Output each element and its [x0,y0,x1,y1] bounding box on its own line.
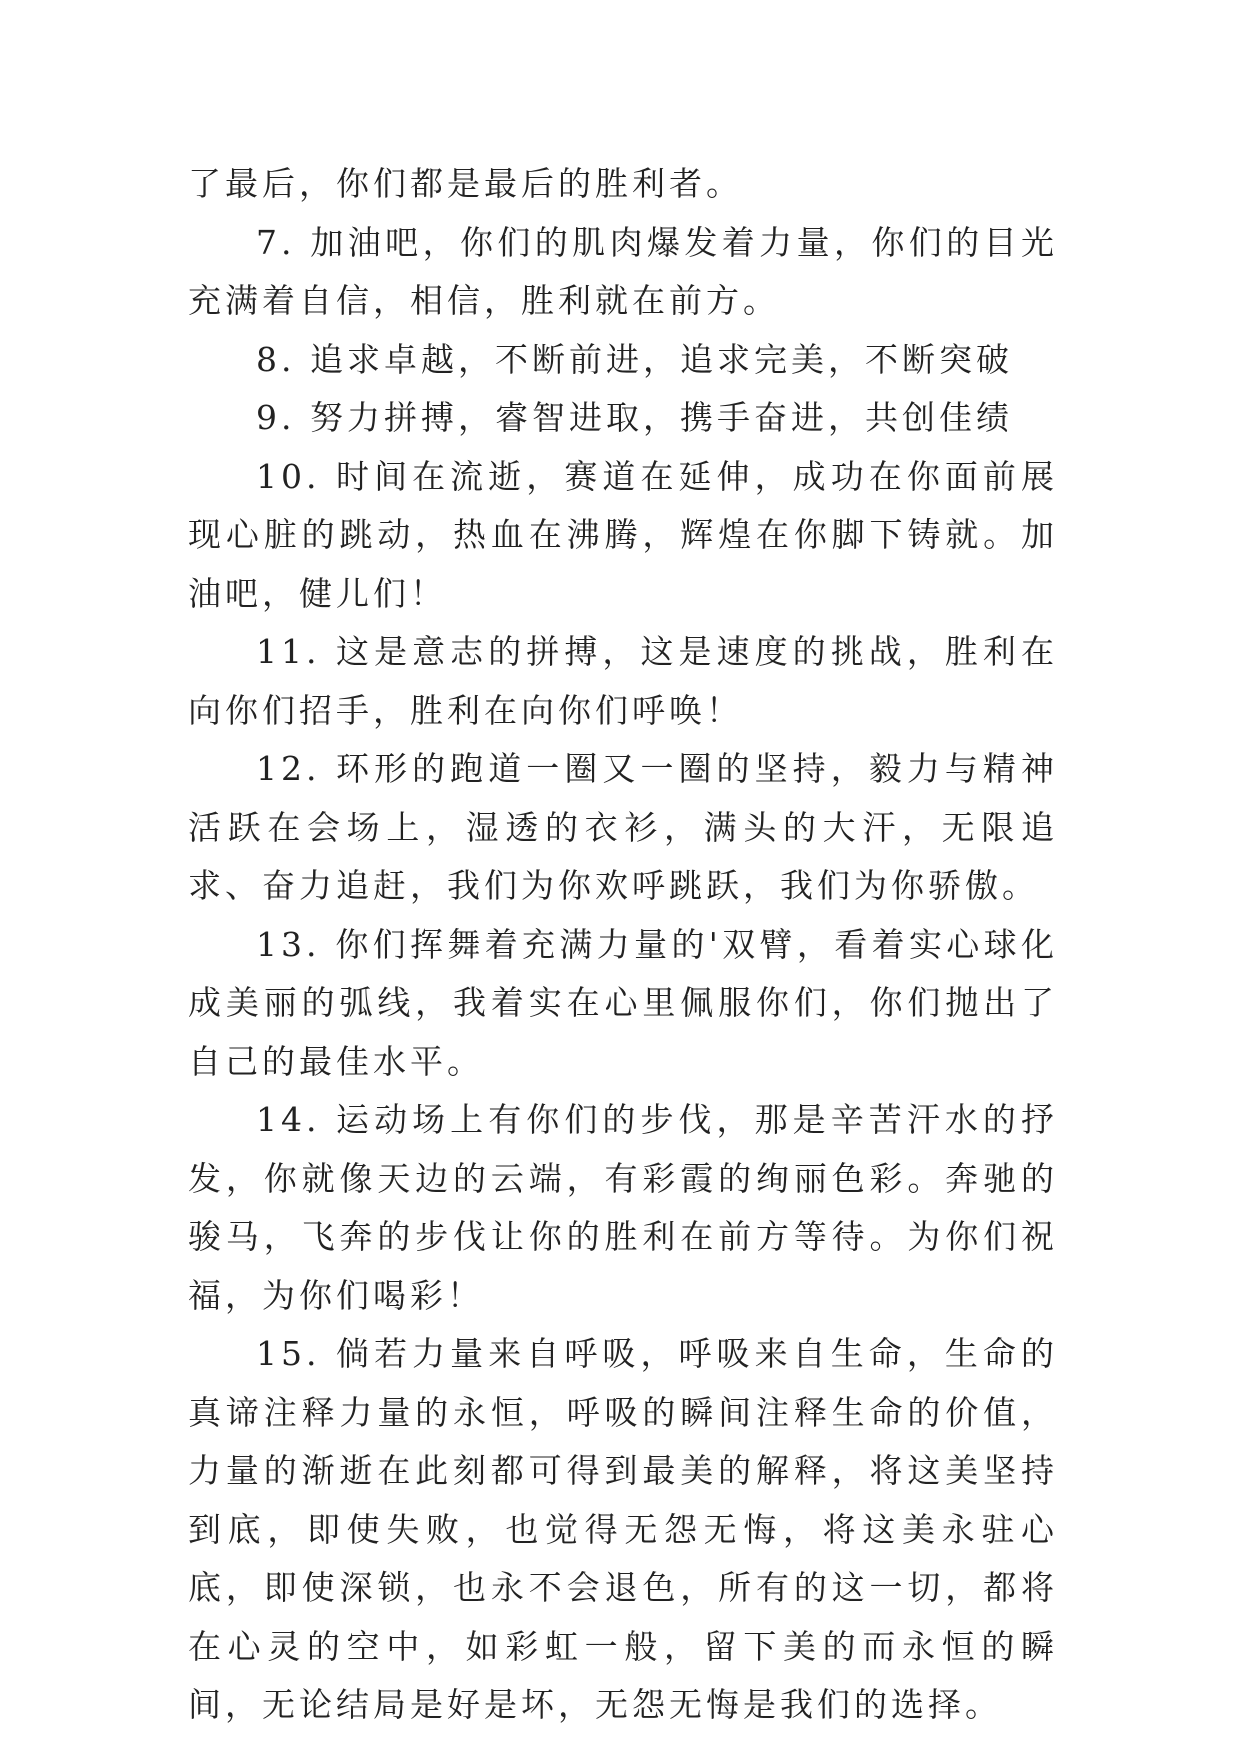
paragraph-item-10: 10. 时间在流逝，赛道在延伸，成功在你面前展现心脏的跳动，热血在沸腾，辉煌在你脚下铸就。加油吧，健儿们！ [188,456,1058,613]
paragraph-item-7: 7. 加油吧，你们的肌肉爆发着力量，你们的目光充满着自信，相信，胜利就在前方。 [188,222,1058,320]
paragraph-item-14: 14. 运动场上有你们的步伐，那是辛苦汗水的抒发，你就像天边的云端，有彩霞的绚丽色彩。奔驰的骏马，飞奔的步伐让你的胜利在前方等待。为你们祝福，为你们喝彩！ [188,1100,1058,1315]
paragraph-continuation: 了最后，你们都是最后的胜利者。 [188,164,743,203]
paragraph-item-9: 9. 努力拼搏，睿智进取，携手奋进，共创佳绩 [256,398,1013,437]
paragraph-item-8: 8. 追求卓越，不断前进，追求完美，不断突破 [256,339,1013,379]
document-body [188,155,1058,1735]
paragraph-item-12: 12. 环形的跑道一圈又一圈的坚持，毅力与精神活跃在会场上，湿透的衣衫，满头的大汗，无限追求、奋力追赶，我们为你欢呼跳跃，我们为你骄傲。 [188,749,1058,905]
paragraph-item-15: 15. 倘若力量来自呼吸，呼吸来自生命，生命的真谛注释力量的永恒，呼吸的瞬间注释生命的价值，力量的渐逝在此刻都可得到最美的解释，将这美坚持到底，即使失败，也觉得无怨无悔，将这美永驻心底，即使深锁，也永不会退色，所有的这一切，都将在心灵的空中，如彩虹一般，留下美的而永恒的瞬间，无论结局是好是坏，无怨无悔是我们的选择。 [188,1334,1058,1724]
paragraph-item-13: 13. 你们挥舞着充满力量的'双臂，看着实心球化成美丽的弧线，我着实在心里佩服你们，你们抛出了自己的最佳水平。 [188,924,1058,1081]
paragraph-item-11: 11. 这是意志的拼搏，这是速度的挑战，胜利在向你们招手，胜利在向你们呼唤！ [188,632,1058,730]
